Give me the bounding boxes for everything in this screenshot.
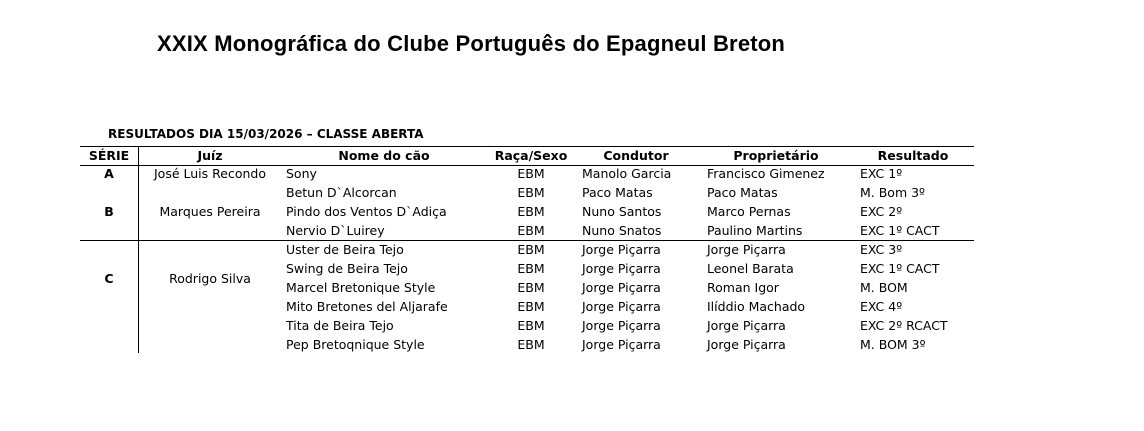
page-title: XXIX Monográfica do Clube Português do Epagneul Breton <box>157 31 786 56</box>
serie-b: B <box>104 204 114 219</box>
cell-nome: Mito Bretones del Aljarafe <box>286 299 448 314</box>
cell-proprietario: Jorge Piçarra <box>707 242 786 257</box>
header-condutor: Condutor <box>603 148 669 163</box>
header-juiz: Juíz <box>197 148 223 163</box>
cell-raca: EBM <box>517 185 545 200</box>
header-serie: SÉRIE <box>88 148 130 163</box>
cell-condutor: Jorge Piçarra <box>582 261 661 276</box>
cell-condutor: Paco Matas <box>582 185 653 200</box>
cell-resultado: EXC 3º <box>860 242 903 257</box>
header-raca: Raça/Sexo <box>494 148 568 163</box>
cell-raca: EBM <box>517 223 545 238</box>
cell-condutor: Nuno Snatos <box>582 223 662 238</box>
cell-resultado: EXC 1º CACT <box>860 223 940 238</box>
cell-nome: Pindo dos Ventos D`Adiça <box>286 204 447 219</box>
cell-proprietario: Francisco Gimenez <box>707 166 825 181</box>
juiz-b: Marques Pereira <box>159 204 261 219</box>
header-proprietario: Proprietário <box>733 148 819 163</box>
juiz-a: José Luis Recondo <box>154 166 266 181</box>
cell-proprietario: Jorge Piçarra <box>707 337 786 352</box>
cell-nome: Nervio D`Luirey <box>286 223 385 238</box>
cell-resultado: EXC 1º <box>860 166 903 181</box>
cell-condutor: Manolo Garcia <box>582 166 672 181</box>
cell-raca: EBM <box>517 166 545 181</box>
cell-resultado: M. BOM <box>860 280 908 295</box>
cell-raca: EBM <box>517 337 545 352</box>
cell-proprietario: Paco Matas <box>707 185 778 200</box>
serie-c: C <box>104 271 114 286</box>
results-subtitle: RESULTADOS DIA 15/03/2026 – CLASSE ABERTA <box>108 127 424 141</box>
cell-resultado: M. Bom 3º <box>860 185 925 200</box>
serie-a: A <box>104 166 114 181</box>
cell-nome: Sony <box>286 166 317 181</box>
cell-condutor: Nuno Santos <box>582 204 662 219</box>
cell-proprietario: Marco Pernas <box>707 204 791 219</box>
cell-nome: Pep Bretoqnique Style <box>286 337 425 352</box>
header-resultado: Resultado <box>877 148 949 163</box>
cell-proprietario: Leonel Barata <box>707 261 794 276</box>
cell-nome: Swing de Beira Tejo <box>286 261 408 276</box>
cell-raca: EBM <box>517 299 545 314</box>
cell-condutor: Jorge Piçarra <box>582 337 661 352</box>
cell-resultado: M. BOM 3º <box>860 337 926 352</box>
cell-resultado: EXC 2º RCACT <box>860 318 948 333</box>
juiz-c: Rodrigo Silva <box>169 271 251 286</box>
cell-nome: Tita de Beira Tejo <box>286 318 394 333</box>
cell-resultado: EXC 2º <box>860 204 903 219</box>
cell-raca: EBM <box>517 261 545 276</box>
cell-condutor: Jorge Piçarra <box>582 280 661 295</box>
cell-condutor: Jorge Piçarra <box>582 318 661 333</box>
cell-resultado: EXC 4º <box>860 299 903 314</box>
cell-raca: EBM <box>517 280 545 295</box>
cell-nome: Betun D`Alcorcan <box>286 185 397 200</box>
cell-raca: EBM <box>517 318 545 333</box>
table-header <box>80 146 974 166</box>
cell-condutor: Jorge Piçarra <box>582 299 661 314</box>
cell-resultado: EXC 1º CACT <box>860 261 940 276</box>
cell-proprietario: Jorge Piçarra <box>707 318 786 333</box>
header-nome: Nome do cão <box>338 148 430 163</box>
group-separator <box>80 240 974 241</box>
cell-condutor: Jorge Piçarra <box>582 242 661 257</box>
cell-nome: Uster de Beira Tejo <box>286 242 404 257</box>
cell-proprietario: Paulino Martins <box>707 223 803 238</box>
cell-proprietario: Roman Igor <box>707 280 779 295</box>
cell-raca: EBM <box>517 242 545 257</box>
cell-proprietario: Ilíddio Machado <box>707 299 806 314</box>
cell-nome: Marcel Bretonique Style <box>286 280 436 295</box>
cell-raca: EBM <box>517 204 545 219</box>
